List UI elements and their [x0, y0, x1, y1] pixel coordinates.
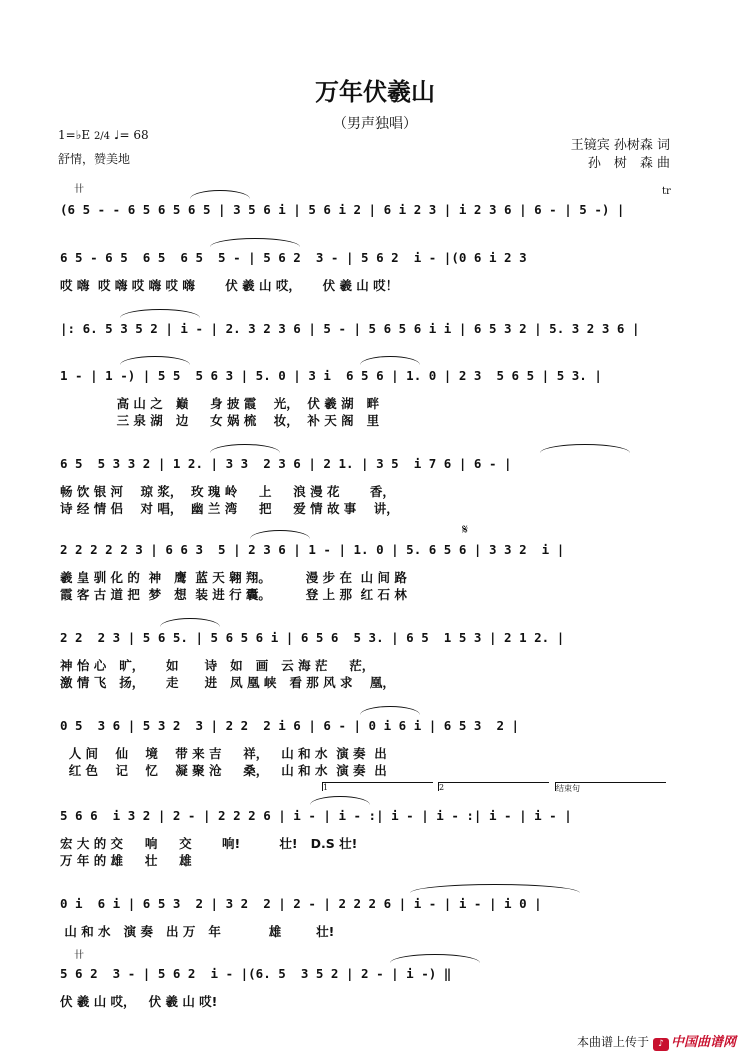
lyric-line: 激 情 飞 扬， 走 进 凤 凰 峡 看 那 风 求 凰，	[60, 675, 395, 690]
slur-arc	[160, 618, 220, 627]
slur-arc	[360, 356, 420, 365]
lyricist-credit: 王镜宾 孙树森 词	[570, 138, 670, 153]
slur-arc	[120, 309, 200, 318]
notation-line: |: 6. 5 3 5 2 | i - | 2. 3 2 3 6 | 5 - | 5 6 5 6 i i | 6 5 3 2 | 5. 3 2 3 6 |	[60, 321, 640, 336]
notation-line: 2 2 2 3 | 5 6 5. | 5 6 5 6 i | 6 5 6 5 3. | 6 5 1 5 3 | 2 1 2. |	[60, 630, 565, 645]
volta-first: 1	[322, 782, 433, 791]
notation-line: 1 - | 1 -) | 5 5 5 6 3 | 5. 0 | 3 i 6 5 6 | 1. 0 | 2 3 5 6 5 | 5 3. |	[60, 368, 602, 383]
subtitle: （男声独唱）	[333, 116, 417, 132]
slur-arc	[540, 444, 630, 453]
logo-icon: ♪	[653, 1038, 669, 1051]
lyric-line: 畅 饮 银 河 琼 浆， 玫 瑰 岭 上 浪 漫 花 香，	[60, 484, 395, 499]
lyric-line: 山 和 水 演 奏 出 万 年 雄 壮!	[60, 924, 335, 939]
slur-arc	[310, 796, 370, 805]
staff-line	[60, 536, 680, 564]
ending-phrase: 结束句	[555, 782, 666, 791]
lyric-line: 万 年 的 雄 壮 雄	[60, 853, 192, 868]
notation-line: 2 2 2 2 2 3 | 6 6 3 5 | 2 3 6 | 1 - | 1. 0 | 5. 6 5 6 | 3 3 2 i |	[60, 542, 565, 557]
staff-line	[60, 362, 680, 390]
staff-line	[60, 624, 680, 652]
volta-second: 2	[438, 782, 549, 791]
lyric-line: 三 泉 湖 边 女 娲 梳 妆， 补 天 阁 里	[60, 413, 380, 428]
staff-line	[60, 890, 680, 918]
staff-line	[60, 802, 680, 830]
lyric-line: 红 色 记 忆 凝 聚 沧 桑， 山 和 水 演 奏 出	[60, 763, 387, 778]
ban-mark: 卄	[74, 184, 84, 195]
page-title: 万年伏羲山	[315, 78, 435, 106]
lyric-line: 哎 嗨 哎 嗨 哎 嗨 哎 嗨 伏 羲 山 哎， 伏 羲 山 哎！	[60, 278, 399, 293]
lyric-line: 宏 大 的 交 响 交 响! 壮! D.S 壮!	[60, 836, 358, 851]
key-signature	[58, 128, 149, 142]
ban-mark-2: 卄	[74, 950, 84, 961]
staff-line	[60, 196, 680, 224]
staff-line	[60, 450, 680, 478]
site-name: 中国曲谱网	[670, 1035, 736, 1050]
trill-mark: tr	[662, 186, 671, 197]
composer-credit: 孙 树 森 曲	[587, 156, 670, 171]
slur-arc	[190, 190, 250, 199]
notation-line: 5 6 6 i 3 2 | 2 - | 2 2 2 6 | i - | i - :| i - | i - :| i - | i - |	[60, 808, 572, 823]
staff-line	[60, 315, 680, 343]
lyric-line: 高 山 之 巅 身 披 霞 光， 伏 羲 湖 畔	[60, 396, 380, 411]
expression-mark: 舒情，赞美地	[58, 152, 131, 166]
tempo-mark: ♩= 68	[113, 128, 149, 142]
lyric-line: 伏 羲 山 哎， 伏 羲 山 哎!	[60, 994, 218, 1009]
time-signature: 2/4	[93, 131, 111, 142]
staff-line	[60, 960, 680, 988]
slur-arc	[390, 954, 480, 963]
slur-arc	[360, 706, 420, 715]
lyric-line: 神 怡 心 旷， 如 诗 如 画 云 海 茫 茫，	[60, 658, 375, 673]
lyric-line: 人 间 仙 境 带 来 吉 祥， 山 和 水 演 奏 出	[60, 746, 387, 761]
slur-arc	[120, 356, 190, 365]
site-logo	[653, 1031, 736, 1051]
notation-line: 6 5 - 6 5 6 5 6 5 5 - | 5 6 2 3 - | 5 6 2 i - |(0 6 i 2 3	[60, 250, 527, 265]
footer	[577, 1031, 736, 1051]
lyric-line: 霞 客 古 道 把 梦 想 装 进 行 囊。 登 上 那 红 石 林	[60, 587, 407, 602]
slur-arc	[250, 530, 310, 539]
segno-sign: 𝄋	[462, 522, 469, 538]
lyric-line: 羲 皇 驯 化 的 神 鹰 蓝 天 翱 翔。 漫 步 在 山 间 路	[60, 570, 407, 585]
staff-line	[60, 712, 680, 740]
notation-line: 0 i 6 i | 6 5 3 2 | 3 2 2 | 2 - | 2 2 2 6 | i - | i - | i 0 |	[60, 896, 542, 911]
slur-arc	[210, 444, 280, 453]
notation-line: 5 6 2 3 - | 5 6 2 i - |(6. 5 3 5 2 | 2 - | i -) ‖	[60, 966, 452, 981]
slur-arc	[410, 884, 580, 893]
notation-line: 0 5 3 6 | 5 3 2 3 | 2 2 2 i 6 | 6 - | 0 i 6 i | 6 5 3 2 |	[60, 718, 520, 733]
upload-text: 本曲谱上传于	[576, 1034, 649, 1049]
key-label: 1=♭E	[58, 128, 91, 142]
notation-line: 6 5 5 3 3 2 | 1 2. | 3 3 2 3 6 | 2 1. | 3 5 i 7 6 | 6 - |	[60, 456, 512, 471]
staff-line	[60, 244, 680, 272]
slur-arc	[210, 238, 300, 247]
notation-line: (6 5 - - 6 5 6 5 6 5 | 3 5 6 i | 5 6 i 2 | 6 i 2 3 | i 2 3 6 | 6 - | 5 -) |	[60, 202, 625, 217]
lyric-line: 诗 经 情 侣 对 唱， 幽 兰 湾 把 爱 情 故 事 讲，	[60, 501, 399, 516]
